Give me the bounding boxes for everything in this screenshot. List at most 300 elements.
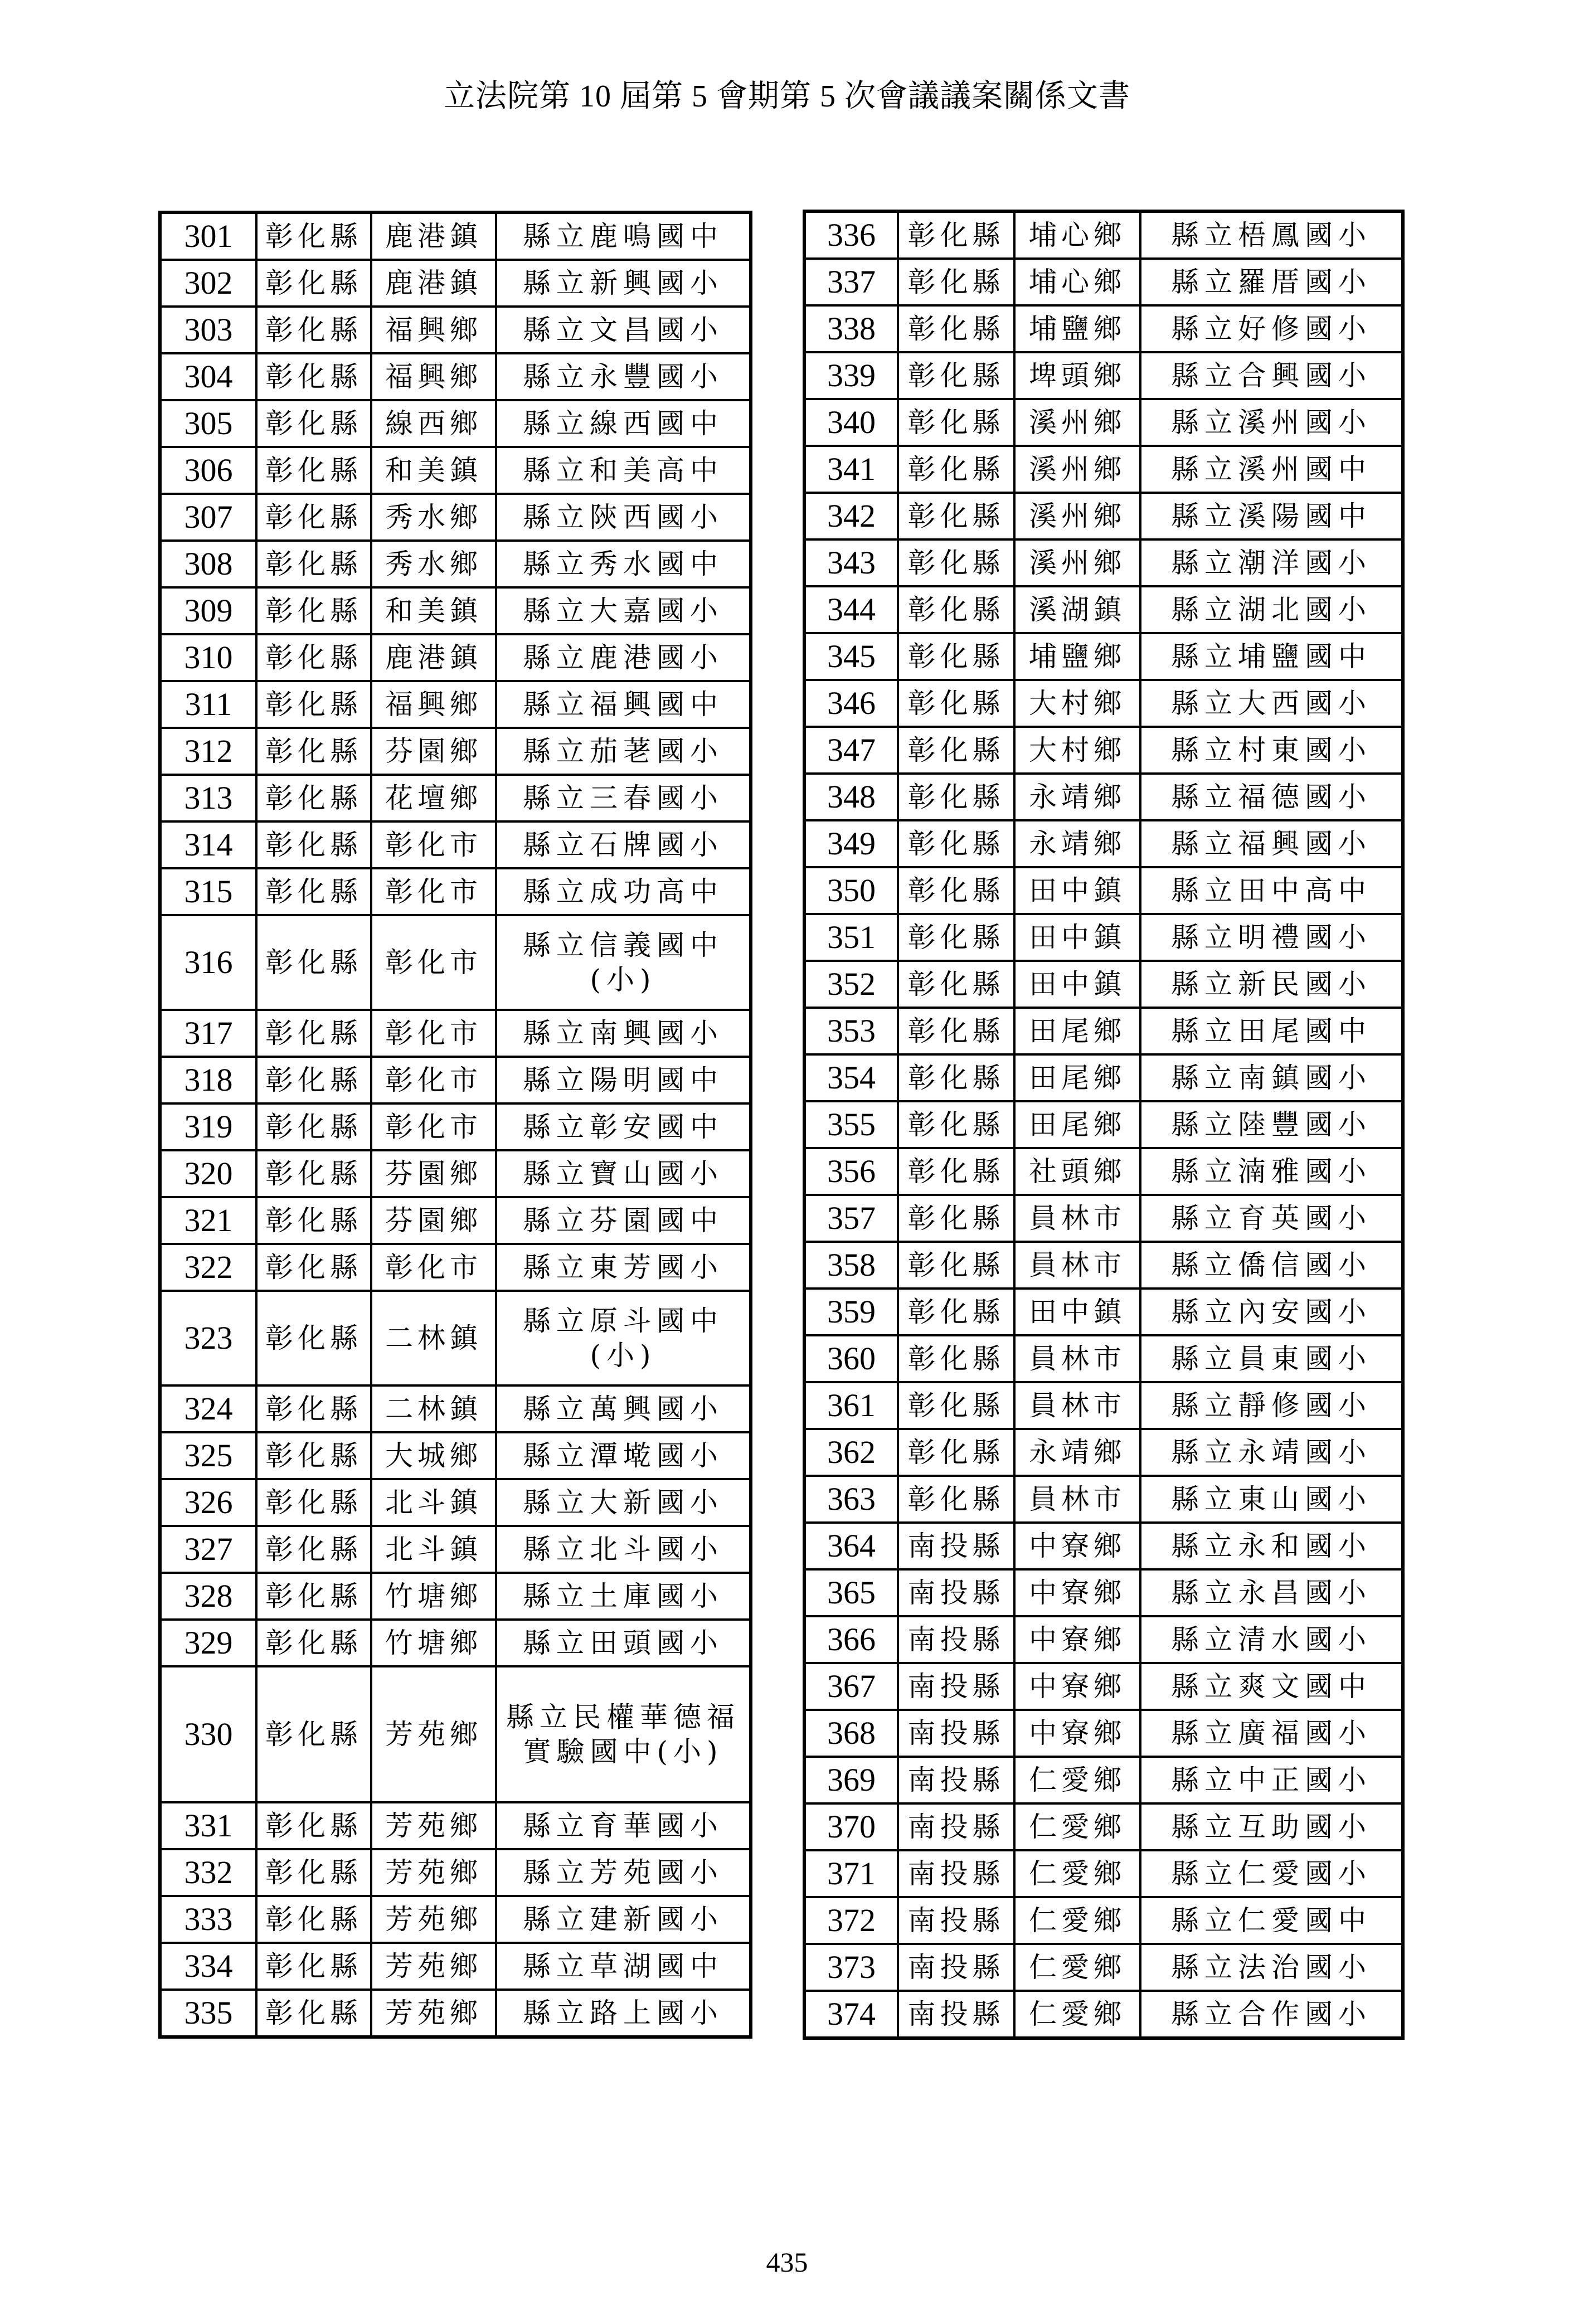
row-number-cell: 363 (804, 1476, 898, 1523)
school-name-line1: 縣立廣福國小 (1171, 1717, 1372, 1749)
table-row (160, 260, 751, 307)
table-row (160, 1197, 751, 1244)
township-cell: 芳苑鄉 (371, 1896, 496, 1943)
table-row (160, 1526, 751, 1573)
school-name-cell (1140, 1008, 1403, 1054)
table-row (804, 633, 1403, 680)
school-name-cell (1140, 259, 1403, 305)
school-name-cell (1140, 680, 1403, 727)
county-cell: 彰化縣 (256, 775, 371, 821)
row-number-cell: 340 (804, 399, 898, 446)
school-name-line1: 縣立大西國小 (1171, 687, 1372, 719)
row-number-cell: 318 (160, 1057, 256, 1103)
county-cell: 彰化縣 (256, 915, 371, 1010)
school-name-cell (496, 821, 751, 868)
row-number-cell: 335 (160, 1990, 256, 2037)
county-cell: 彰化縣 (898, 1335, 1014, 1382)
county-cell: 彰化縣 (256, 307, 371, 353)
school-name-cell (1140, 586, 1403, 633)
county-cell: 南投縣 (898, 1897, 1014, 1944)
township-cell: 鹿港鎮 (371, 634, 496, 681)
table-row (804, 774, 1403, 820)
school-name-cell (496, 1526, 751, 1573)
page-number: 435 (766, 2247, 808, 2278)
school-name-cell (1140, 399, 1403, 446)
school-name-cell (1140, 867, 1403, 914)
school-name-line1: 縣立陸豐國小 (1171, 1108, 1372, 1141)
school-name-cell (1140, 1476, 1403, 1523)
school-name-line1: 縣立僑信國小 (1171, 1249, 1372, 1281)
row-number-cell: 328 (160, 1573, 256, 1620)
school-name-line1: 縣立羅厝國小 (1171, 266, 1372, 298)
school-name-line1: 縣立湖北國小 (1171, 594, 1372, 626)
county-cell: 彰化縣 (256, 868, 371, 915)
county-cell: 彰化縣 (256, 1849, 371, 1896)
county-cell: 彰化縣 (256, 1666, 371, 1802)
school-name-cell (496, 728, 751, 775)
table-row (160, 1244, 751, 1291)
township-cell: 中寮鄉 (1014, 1710, 1140, 1757)
row-number-cell: 372 (804, 1897, 898, 1944)
table-row (804, 1991, 1403, 2038)
county-cell: 彰化縣 (898, 211, 1014, 259)
row-number-cell: 354 (804, 1054, 898, 1101)
school-name-cell (1140, 211, 1403, 259)
school-name-line1: 縣立草湖國中 (523, 1950, 723, 1982)
school-name-cell (1140, 1242, 1403, 1289)
school-name-line1: 縣立埔鹽國中 (1171, 640, 1372, 673)
school-name-line1: 縣立互助國小 (1171, 1811, 1372, 1843)
table-row (160, 1666, 751, 1802)
table-row (804, 1757, 1403, 1803)
school-name-line1: 縣立福興國中 (523, 688, 723, 721)
school-name-line1: 縣立新興國小 (523, 267, 723, 299)
county-cell: 彰化縣 (898, 914, 1014, 961)
table-row (804, 961, 1403, 1008)
school-name-cell (1140, 352, 1403, 399)
row-number-cell: 307 (160, 494, 256, 541)
township-cell: 中寮鄉 (1014, 1523, 1140, 1569)
county-cell: 彰化縣 (256, 1244, 371, 1291)
school-name-line1: 縣立永和國小 (1171, 1530, 1372, 1562)
table-row (160, 1943, 751, 1990)
school-name-line1: 縣立潮洋國小 (1171, 547, 1372, 579)
row-number-cell: 301 (160, 212, 256, 260)
school-name-line1: 縣立福德國小 (1171, 781, 1372, 813)
row-number-cell: 336 (804, 211, 898, 259)
school-name-cell (496, 212, 751, 260)
township-cell: 中寮鄉 (1014, 1616, 1140, 1663)
row-number-cell: 357 (804, 1195, 898, 1242)
township-cell: 竹塘鄉 (371, 1573, 496, 1620)
township-cell: 溪州鄉 (1014, 446, 1140, 493)
county-cell: 彰化縣 (256, 1526, 371, 1573)
township-cell: 秀水鄉 (371, 494, 496, 541)
school-name-cell (1140, 1054, 1403, 1101)
school-name-line1: 縣立永昌國小 (1171, 1577, 1372, 1609)
table-row (160, 541, 751, 587)
school-name-line1: 縣立土庫國小 (523, 1580, 723, 1612)
table-row (160, 681, 751, 728)
row-number-cell: 368 (804, 1710, 898, 1757)
school-name-line1: 縣立秀水國中 (523, 548, 723, 580)
table-row (160, 307, 751, 353)
county-cell: 彰化縣 (898, 1008, 1014, 1054)
row-number-cell: 344 (804, 586, 898, 633)
school-name-line1: 縣立大嘉國小 (523, 595, 723, 627)
row-number-cell: 332 (160, 1849, 256, 1896)
table-row (804, 1335, 1403, 1382)
township-cell: 線西鄉 (371, 400, 496, 447)
row-number-cell: 303 (160, 307, 256, 353)
township-cell: 花壇鄉 (371, 775, 496, 821)
row-number-cell: 323 (160, 1291, 256, 1385)
row-number-cell: 333 (160, 1896, 256, 1943)
row-number-cell: 348 (804, 774, 898, 820)
table-row (160, 1896, 751, 1943)
row-number-cell: 306 (160, 447, 256, 494)
school-name-cell (1140, 1897, 1403, 1944)
school-name-cell (1140, 1803, 1403, 1850)
school-name-line1: 縣立溪州國小 (1171, 406, 1372, 439)
township-cell: 員林市 (1014, 1335, 1140, 1382)
township-cell: 彰化市 (371, 1010, 496, 1057)
table-row (804, 211, 1403, 259)
school-name-line1: 縣立福興國小 (1171, 828, 1372, 860)
county-cell: 彰化縣 (898, 1382, 1014, 1429)
school-name-line1: 縣立彰安國中 (523, 1111, 723, 1143)
township-cell: 溪湖鎮 (1014, 586, 1140, 633)
township-cell: 芳苑鄉 (371, 1849, 496, 1896)
table-row (804, 1850, 1403, 1897)
school-name-line1: 縣立潭墘國小 (523, 1440, 723, 1472)
table-row (160, 494, 751, 541)
row-number-cell: 311 (160, 681, 256, 728)
township-cell: 二林鎮 (371, 1385, 496, 1432)
township-cell: 永靖鄉 (1014, 820, 1140, 867)
row-number-cell: 350 (804, 867, 898, 914)
table-row (160, 587, 751, 634)
table-row (160, 775, 751, 821)
county-cell: 彰化縣 (256, 587, 371, 634)
school-name-line1: 縣立爽文國中 (1171, 1670, 1372, 1703)
school-name-cell (1140, 1616, 1403, 1663)
county-cell: 彰化縣 (898, 1195, 1014, 1242)
school-name-cell (1140, 1569, 1403, 1616)
school-name-cell (1140, 774, 1403, 820)
school-name-cell (496, 1103, 751, 1150)
county-cell: 彰化縣 (898, 305, 1014, 352)
school-name-cell (1140, 1289, 1403, 1335)
table-row (160, 1103, 751, 1150)
row-number-cell: 374 (804, 1991, 898, 2038)
school-name-line1: 縣立茄荖國小 (523, 735, 723, 767)
school-table-left-body (160, 212, 751, 2037)
township-cell: 和美鎮 (371, 447, 496, 494)
township-cell: 鹿港鎮 (371, 212, 496, 260)
school-name-cell (496, 400, 751, 447)
school-name-cell (496, 775, 751, 821)
row-number-cell: 317 (160, 1010, 256, 1057)
school-name-line1: 縣立好修國小 (1171, 313, 1372, 345)
school-name-cell (1140, 961, 1403, 1008)
school-name-cell (496, 353, 751, 400)
school-name-line1: 縣立村東國小 (1171, 734, 1372, 766)
county-cell: 南投縣 (898, 1850, 1014, 1897)
row-number-cell: 302 (160, 260, 256, 307)
county-cell: 彰化縣 (256, 1620, 371, 1666)
table-row (804, 1944, 1403, 1991)
table-row (160, 1620, 751, 1666)
school-name-line1: 縣立南鎮國小 (1171, 1062, 1372, 1094)
table-row (804, 1897, 1403, 1944)
table-row (804, 586, 1403, 633)
county-cell: 彰化縣 (898, 1429, 1014, 1476)
township-cell: 福興鄉 (371, 353, 496, 400)
table-row (804, 1569, 1403, 1616)
township-cell: 彰化市 (371, 1244, 496, 1291)
school-name-line1: 縣立和美高中 (523, 454, 723, 487)
school-name-cell (1140, 1663, 1403, 1710)
table-row (804, 1476, 1403, 1523)
table-row (804, 539, 1403, 586)
table-row (160, 1990, 751, 2037)
school-name-line1: 縣立清水國小 (1171, 1623, 1372, 1656)
county-cell: 南投縣 (898, 1710, 1014, 1757)
row-number-cell: 351 (804, 914, 898, 961)
row-number-cell: 355 (804, 1101, 898, 1148)
row-number-cell: 342 (804, 493, 898, 539)
township-cell: 芬園鄉 (371, 728, 496, 775)
school-name-line1: 縣立田中高中 (1171, 874, 1372, 907)
school-name-line1: 縣立仁愛國中 (1171, 1904, 1372, 1937)
row-number-cell: 322 (160, 1244, 256, 1291)
county-cell: 彰化縣 (256, 447, 371, 494)
school-name-line1: 縣立文昌國小 (523, 314, 723, 346)
township-cell: 大村鄉 (1014, 680, 1140, 727)
table-row (160, 1010, 751, 1057)
school-name-line1: 縣立田頭國小 (523, 1627, 723, 1659)
row-number-cell: 330 (160, 1666, 256, 1802)
township-cell: 秀水鄉 (371, 541, 496, 587)
township-cell: 芳苑鄉 (371, 1666, 496, 1802)
county-cell: 南投縣 (898, 1523, 1014, 1569)
school-table-right (803, 210, 1405, 2040)
county-cell: 彰化縣 (898, 539, 1014, 586)
county-cell: 彰化縣 (898, 867, 1014, 914)
row-number-cell: 369 (804, 1757, 898, 1803)
table-row (160, 1150, 751, 1197)
township-cell: 田尾鄉 (1014, 1054, 1140, 1101)
row-number-cell: 349 (804, 820, 898, 867)
county-cell: 彰化縣 (256, 681, 371, 728)
table-row (804, 305, 1403, 352)
school-table-right-body (804, 211, 1403, 2038)
table-row (160, 1385, 751, 1432)
township-cell: 溪州鄉 (1014, 539, 1140, 586)
county-cell: 彰化縣 (898, 446, 1014, 493)
county-cell: 彰化縣 (898, 774, 1014, 820)
table-row (160, 1573, 751, 1620)
school-name-line1: 縣立員東國小 (1171, 1343, 1372, 1375)
county-cell: 彰化縣 (256, 1291, 371, 1385)
school-name-cell (496, 494, 751, 541)
table-row (160, 634, 751, 681)
township-cell: 芳苑鄉 (371, 1990, 496, 2037)
document-header: 立法院第 10 屆第 5 會期第 5 次會議議案關係文書 (444, 79, 1130, 114)
county-cell: 彰化縣 (256, 728, 371, 775)
county-cell: 彰化縣 (256, 1479, 371, 1526)
school-name-line1: 縣立成功高中 (523, 876, 723, 908)
county-cell: 彰化縣 (898, 961, 1014, 1008)
county-cell: 彰化縣 (256, 400, 371, 447)
township-cell: 田中鎮 (1014, 914, 1140, 961)
county-cell: 南投縣 (898, 1663, 1014, 1710)
county-cell: 南投縣 (898, 1944, 1014, 1991)
county-cell: 南投縣 (898, 1757, 1014, 1803)
row-number-cell: 308 (160, 541, 256, 587)
school-name-line1: 縣立田尾國中 (1171, 1015, 1372, 1047)
township-cell: 溪州鄉 (1014, 493, 1140, 539)
township-cell: 員林市 (1014, 1476, 1140, 1523)
row-number-cell: 370 (804, 1803, 898, 1850)
table-row (804, 1148, 1403, 1195)
table-row (804, 1054, 1403, 1101)
table-row (804, 1616, 1403, 1663)
county-cell: 彰化縣 (898, 727, 1014, 774)
county-cell: 彰化縣 (256, 494, 371, 541)
school-name-cell (1140, 305, 1403, 352)
row-number-cell: 314 (160, 821, 256, 868)
county-cell: 彰化縣 (256, 260, 371, 307)
township-cell: 鹿港鎮 (371, 260, 496, 307)
school-name-cell (1140, 1335, 1403, 1382)
township-cell: 田中鎮 (1014, 1289, 1140, 1335)
county-cell: 彰化縣 (898, 1476, 1014, 1523)
row-number-cell: 310 (160, 634, 256, 681)
row-number-cell: 359 (804, 1289, 898, 1335)
township-cell: 埔心鄉 (1014, 259, 1140, 305)
school-name-cell (496, 1990, 751, 2037)
township-cell: 彰化市 (371, 915, 496, 1010)
county-cell: 彰化縣 (898, 1289, 1014, 1335)
county-cell: 南投縣 (898, 1569, 1014, 1616)
school-name-line1: 縣立梧鳳國小 (1171, 219, 1372, 251)
school-name-line1: 縣立南興國小 (523, 1017, 723, 1049)
table-row (160, 1291, 751, 1385)
school-name-line1: 縣立路上國小 (523, 1997, 723, 2029)
school-name-line1: 縣立萬興國小 (523, 1393, 723, 1425)
row-number-cell: 326 (160, 1479, 256, 1526)
school-name-cell (496, 1432, 751, 1479)
table-row (160, 1479, 751, 1526)
township-cell: 中寮鄉 (1014, 1569, 1140, 1616)
school-name-line1: 縣立線西國中 (523, 407, 723, 440)
school-name-cell (1140, 820, 1403, 867)
county-cell: 彰化縣 (898, 820, 1014, 867)
row-number-cell: 325 (160, 1432, 256, 1479)
school-name-line1: 縣立永豐國小 (523, 361, 723, 393)
row-number-cell: 327 (160, 1526, 256, 1573)
township-cell: 北斗鎮 (371, 1479, 496, 1526)
row-number-cell: 347 (804, 727, 898, 774)
table-row (804, 352, 1403, 399)
township-cell: 福興鄉 (371, 307, 496, 353)
township-cell: 埔心鄉 (1014, 211, 1140, 259)
township-cell: 芬園鄉 (371, 1150, 496, 1197)
table-row (804, 680, 1403, 727)
row-number-cell: 337 (804, 259, 898, 305)
township-cell: 彰化市 (371, 1103, 496, 1150)
table-row (160, 821, 751, 868)
row-number-cell: 345 (804, 633, 898, 680)
row-number-cell: 309 (160, 587, 256, 634)
row-number-cell: 304 (160, 353, 256, 400)
school-name-line1: 縣立鹿港國小 (523, 641, 723, 674)
row-number-cell: 343 (804, 539, 898, 586)
school-name-line1: 縣立東山國小 (1171, 1483, 1372, 1515)
school-name-line1: 縣立信義國中 (523, 929, 723, 961)
school-name-line1: 縣立溪陽國中 (1171, 500, 1372, 532)
school-name-cell (1140, 1101, 1403, 1148)
school-name-cell (1140, 1429, 1403, 1476)
township-cell: 埔鹽鄉 (1014, 633, 1140, 680)
township-cell: 仁愛鄉 (1014, 1803, 1140, 1850)
township-cell: 彰化市 (371, 821, 496, 868)
township-cell: 和美鎮 (371, 587, 496, 634)
school-name-cell (496, 1479, 751, 1526)
township-cell: 大村鄉 (1014, 727, 1140, 774)
table-row (160, 868, 751, 915)
school-name-line1: 縣立陽明國中 (523, 1064, 723, 1096)
township-cell: 中寮鄉 (1014, 1663, 1140, 1710)
township-cell: 彰化市 (371, 868, 496, 915)
table-row (160, 728, 751, 775)
school-name-cell (496, 447, 751, 494)
row-number-cell: 362 (804, 1429, 898, 1476)
school-name-line1: 縣立永靖國小 (1171, 1436, 1372, 1469)
row-number-cell: 371 (804, 1850, 898, 1897)
table-row (804, 259, 1403, 305)
table-row (804, 446, 1403, 493)
school-name-line1: 縣立建新國小 (523, 1903, 723, 1936)
school-name-line1: 縣立北斗國小 (523, 1533, 723, 1565)
school-name-line1: 縣立內安國小 (1171, 1296, 1372, 1328)
school-name-line1: 縣立寶山國小 (523, 1158, 723, 1190)
row-number-cell: 353 (804, 1008, 898, 1054)
row-number-cell: 346 (804, 680, 898, 727)
school-name-line1: 縣立中正國小 (1171, 1764, 1372, 1796)
school-name-line1: 縣立靜修國小 (1171, 1389, 1372, 1422)
school-name-line1: 縣立育華國小 (523, 1810, 723, 1842)
row-number-cell: 319 (160, 1103, 256, 1150)
table-row (804, 1429, 1403, 1476)
table-row (160, 1057, 751, 1103)
table-row (160, 400, 751, 447)
row-number-cell: 365 (804, 1569, 898, 1616)
county-cell: 彰化縣 (256, 1103, 371, 1150)
county-cell: 彰化縣 (256, 821, 371, 868)
row-number-cell: 315 (160, 868, 256, 915)
school-name-cell (496, 1943, 751, 1990)
county-cell: 彰化縣 (256, 1990, 371, 2037)
township-cell: 仁愛鄉 (1014, 1944, 1140, 1991)
county-cell: 彰化縣 (256, 634, 371, 681)
township-cell: 北斗鎮 (371, 1526, 496, 1573)
school-name-line1: 縣立新民國小 (1171, 968, 1372, 1000)
county-cell: 南投縣 (898, 1991, 1014, 2038)
table-row (804, 867, 1403, 914)
